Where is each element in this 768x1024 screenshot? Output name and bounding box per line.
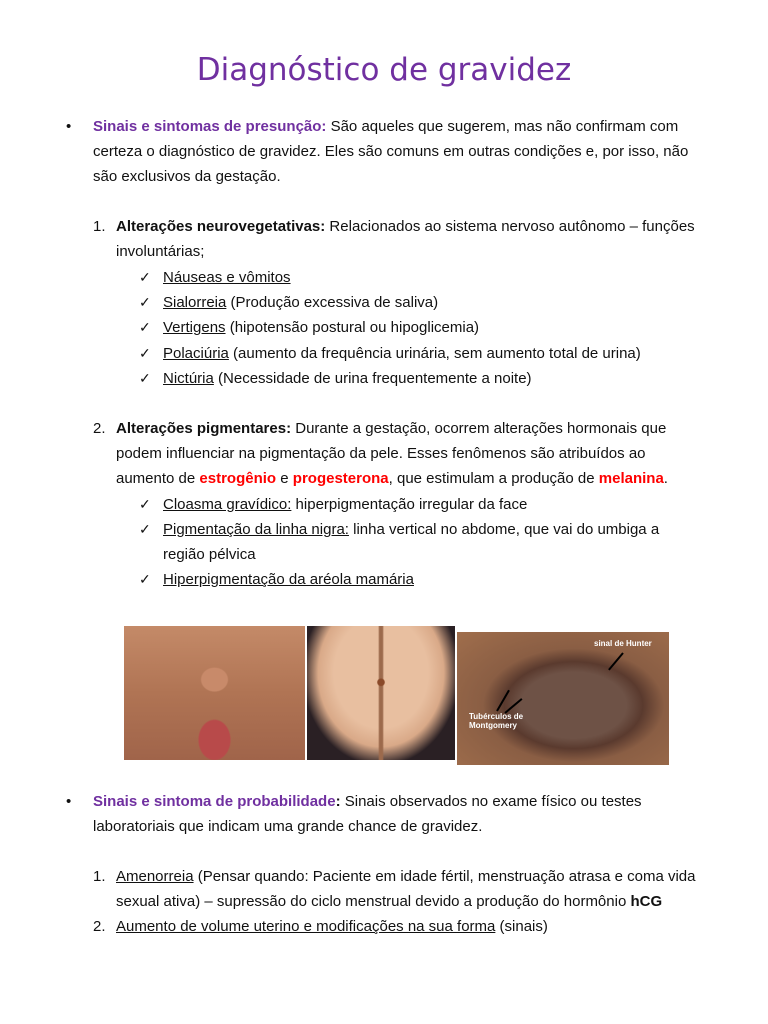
neurovegetative-item bbox=[116, 214, 720, 264]
check-icon: ✓ bbox=[139, 370, 151, 386]
list-number: 1. bbox=[93, 218, 106, 235]
check-icon: ✓ bbox=[139, 269, 151, 285]
melasma-face-image bbox=[124, 626, 305, 760]
uterine-volume-item: Aumento de volume uterino e modificações na sua forma (sinais) bbox=[116, 918, 548, 935]
hunter-label: sinal de Hunter bbox=[594, 639, 652, 648]
estrogen-term: estrogênio bbox=[199, 470, 277, 487]
section-text: são exclusivos da gestação. bbox=[93, 168, 281, 185]
check-icon: ✓ bbox=[139, 345, 151, 361]
list-item: Pigmentação da linha nigra: linha vertical no abdome, que vai do umbiga a região pélvica bbox=[163, 521, 660, 563]
list-number: 2. bbox=[93, 420, 106, 437]
section-heading: Sinais e sintoma de probabilidade bbox=[93, 793, 336, 810]
item-heading: Alterações pigmentares: bbox=[116, 420, 292, 437]
list-item: Polaciúria (aumento da frequência urinária, sem aumento total de urina) bbox=[163, 345, 641, 362]
melanin-term: melanina bbox=[598, 470, 664, 487]
pigmentary-item: Alterações pigmentares: Durante a gestação, ocorrem alterações hormonais que podem influenciar na pigmentação da pele. Esses fenômenos são atribuídos ao aumento de estrogênio e progesterona, que estimulam a produção de melanina. bbox=[116, 420, 668, 487]
list-item: Náuseas e vômitos bbox=[163, 269, 291, 286]
areola-image bbox=[457, 632, 669, 765]
section-heading: Sinais e sintomas de presunção: bbox=[93, 118, 327, 135]
check-icon: ✓ bbox=[139, 521, 151, 537]
check-icon: ✓ bbox=[139, 496, 151, 512]
list-item: Sialorreia (Produção excessiva de saliva) bbox=[163, 294, 439, 311]
check-icon: ✓ bbox=[139, 294, 151, 310]
section-presumption bbox=[93, 114, 720, 189]
bullet-marker: • bbox=[66, 118, 72, 135]
amenorrhea-item: Amenorreia (Pensar quando: Paciente em idade fértil, menstruação atrasa e coma vida sexual ativa) – supressão do ciclo menstrual devido a produção do hormônio hCG bbox=[116, 868, 696, 910]
page-title: Diagnóstico de gravidez bbox=[196, 52, 572, 88]
bullet-marker: • bbox=[66, 793, 72, 810]
check-icon: ✓ bbox=[139, 571, 151, 587]
arrow-icon bbox=[608, 652, 624, 670]
list-item: Cloasma gravídico: hiperpigmentação irregular da face bbox=[163, 496, 528, 513]
list-item: Hiperpigmentação da aréola mamária bbox=[163, 571, 414, 588]
progesterone-term: progesterona bbox=[292, 470, 389, 487]
list-number: 2. bbox=[93, 918, 106, 935]
item-text: involuntárias; bbox=[116, 243, 205, 260]
item-heading: Alterações neurovegetativas: bbox=[116, 218, 326, 235]
list-number: 1. bbox=[93, 868, 106, 885]
list-item: Nictúria (Necessidade de urina frequentemente a noite) bbox=[163, 370, 532, 387]
section-text: São aqueles que sugerem, mas não confirmam com bbox=[326, 118, 679, 135]
item-text: Relacionados ao sistema nervoso autônomo – funções bbox=[325, 218, 695, 235]
check-icon: ✓ bbox=[139, 319, 151, 335]
montgomery-label: Tubérculos de Montgomery bbox=[469, 712, 524, 730]
section-text: certeza o diagnóstico de gravidez. Eles são comuns em outras condições e, por isso, não bbox=[93, 143, 689, 160]
linea-nigra-image bbox=[307, 626, 455, 760]
list-item: Vertigens (hipotensão postural ou hipoglicemia) bbox=[163, 319, 480, 336]
section-probability: Sinais e sintoma de probabilidade: Sinais observados no exame físico ou testes laboratoriais que indicam uma grande chance de gravidez. bbox=[93, 793, 642, 835]
